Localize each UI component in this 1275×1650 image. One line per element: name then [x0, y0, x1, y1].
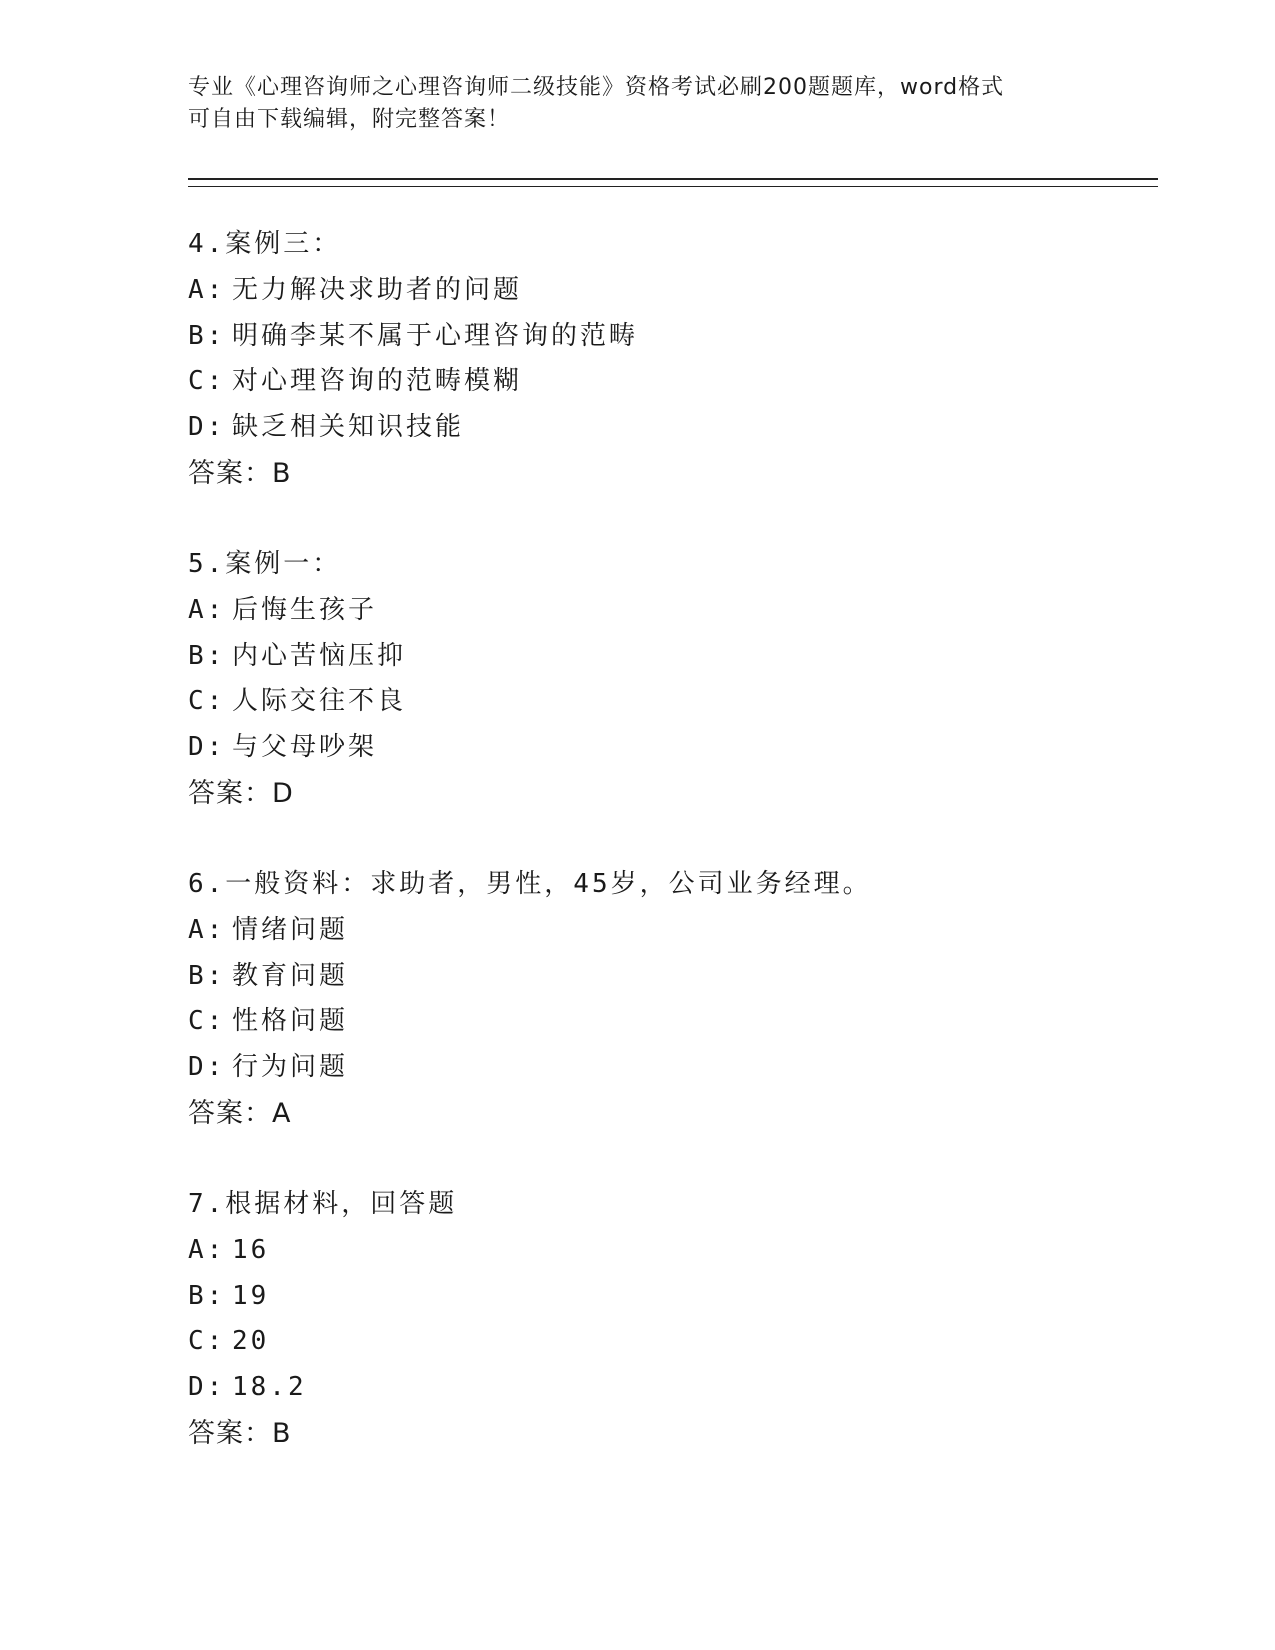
option-letter: A:: [188, 1234, 226, 1265]
option-letter: C:: [188, 1326, 226, 1357]
answer: 答案：B: [188, 457, 292, 489]
option-text: 无力解决求助者的问题: [232, 274, 523, 305]
option-d: [188, 405, 638, 451]
question-5: [188, 542, 406, 817]
option-letter: D:: [188, 732, 226, 763]
option-letter: A:: [188, 274, 226, 305]
answer: 答案：D: [188, 777, 294, 809]
option-c: [188, 359, 638, 405]
question-title: 4.案例三：: [188, 229, 342, 259]
option-c: [188, 679, 406, 725]
option-letter: B:: [188, 1280, 226, 1311]
option-text: 明确李某不属于心理咨询的范畴: [232, 320, 639, 351]
option-a: [188, 588, 406, 634]
header-divider: [188, 178, 1158, 187]
option-c: [188, 1319, 457, 1365]
option-d: [188, 1365, 457, 1411]
option-text: 16: [232, 1234, 270, 1265]
option-text: 与父母吵架: [232, 732, 378, 763]
option-b: [188, 634, 406, 680]
question-6: [188, 862, 872, 1137]
option-text: 缺乏相关知识技能: [232, 412, 465, 443]
option-a: [188, 908, 872, 954]
option-letter: D:: [188, 1052, 226, 1083]
option-text: 18.2: [232, 1372, 307, 1403]
question-4: [188, 222, 638, 497]
option-letter: B:: [188, 640, 226, 671]
header-line-2: 可自由下载编辑，附完整答案！: [188, 107, 511, 132]
option-text: 性格问题: [232, 1006, 349, 1037]
option-letter: C:: [188, 1006, 226, 1037]
option-text: 行为问题: [232, 1052, 349, 1083]
option-letter: B:: [188, 960, 226, 991]
option-letter: C:: [188, 686, 226, 717]
option-text: 教育问题: [232, 960, 349, 991]
option-letter: D:: [188, 412, 226, 443]
header-line-1: 专业《心理咨询师之心理咨询师二级技能》资格考试必刷200题题库，word格式: [188, 75, 1005, 100]
option-d: [188, 1045, 872, 1091]
option-c: [188, 999, 872, 1045]
option-text: 对心理咨询的范畴模糊: [232, 366, 523, 397]
question-title: 7.根据材料，回答题: [188, 1189, 458, 1219]
question-7: [188, 1182, 457, 1457]
option-a: [188, 268, 638, 314]
option-letter: A:: [188, 594, 226, 625]
answer: 答案：B: [188, 1417, 292, 1449]
option-b: [188, 1274, 457, 1320]
option-letter: C:: [188, 366, 226, 397]
option-b: [188, 314, 638, 360]
option-a: [188, 1228, 457, 1274]
option-letter: A:: [188, 914, 226, 945]
option-letter: B:: [188, 320, 226, 351]
answer: 答案：A: [188, 1097, 292, 1129]
option-b: [188, 954, 872, 1000]
option-d: [188, 725, 406, 771]
option-text: 人际交往不良: [232, 686, 407, 717]
option-text: 情绪问题: [232, 914, 349, 945]
option-text: 20: [232, 1326, 270, 1357]
option-letter: D:: [188, 1372, 226, 1403]
question-title: 5.案例一：: [188, 549, 342, 579]
option-text: 后悔生孩子: [232, 594, 378, 625]
option-text: 19: [232, 1280, 270, 1311]
question-title: 6.一般资料：求助者，男性，45岁，公司业务经理。: [188, 869, 872, 899]
option-text: 内心苦恼压抑: [232, 640, 407, 671]
document-header: [188, 72, 1068, 136]
